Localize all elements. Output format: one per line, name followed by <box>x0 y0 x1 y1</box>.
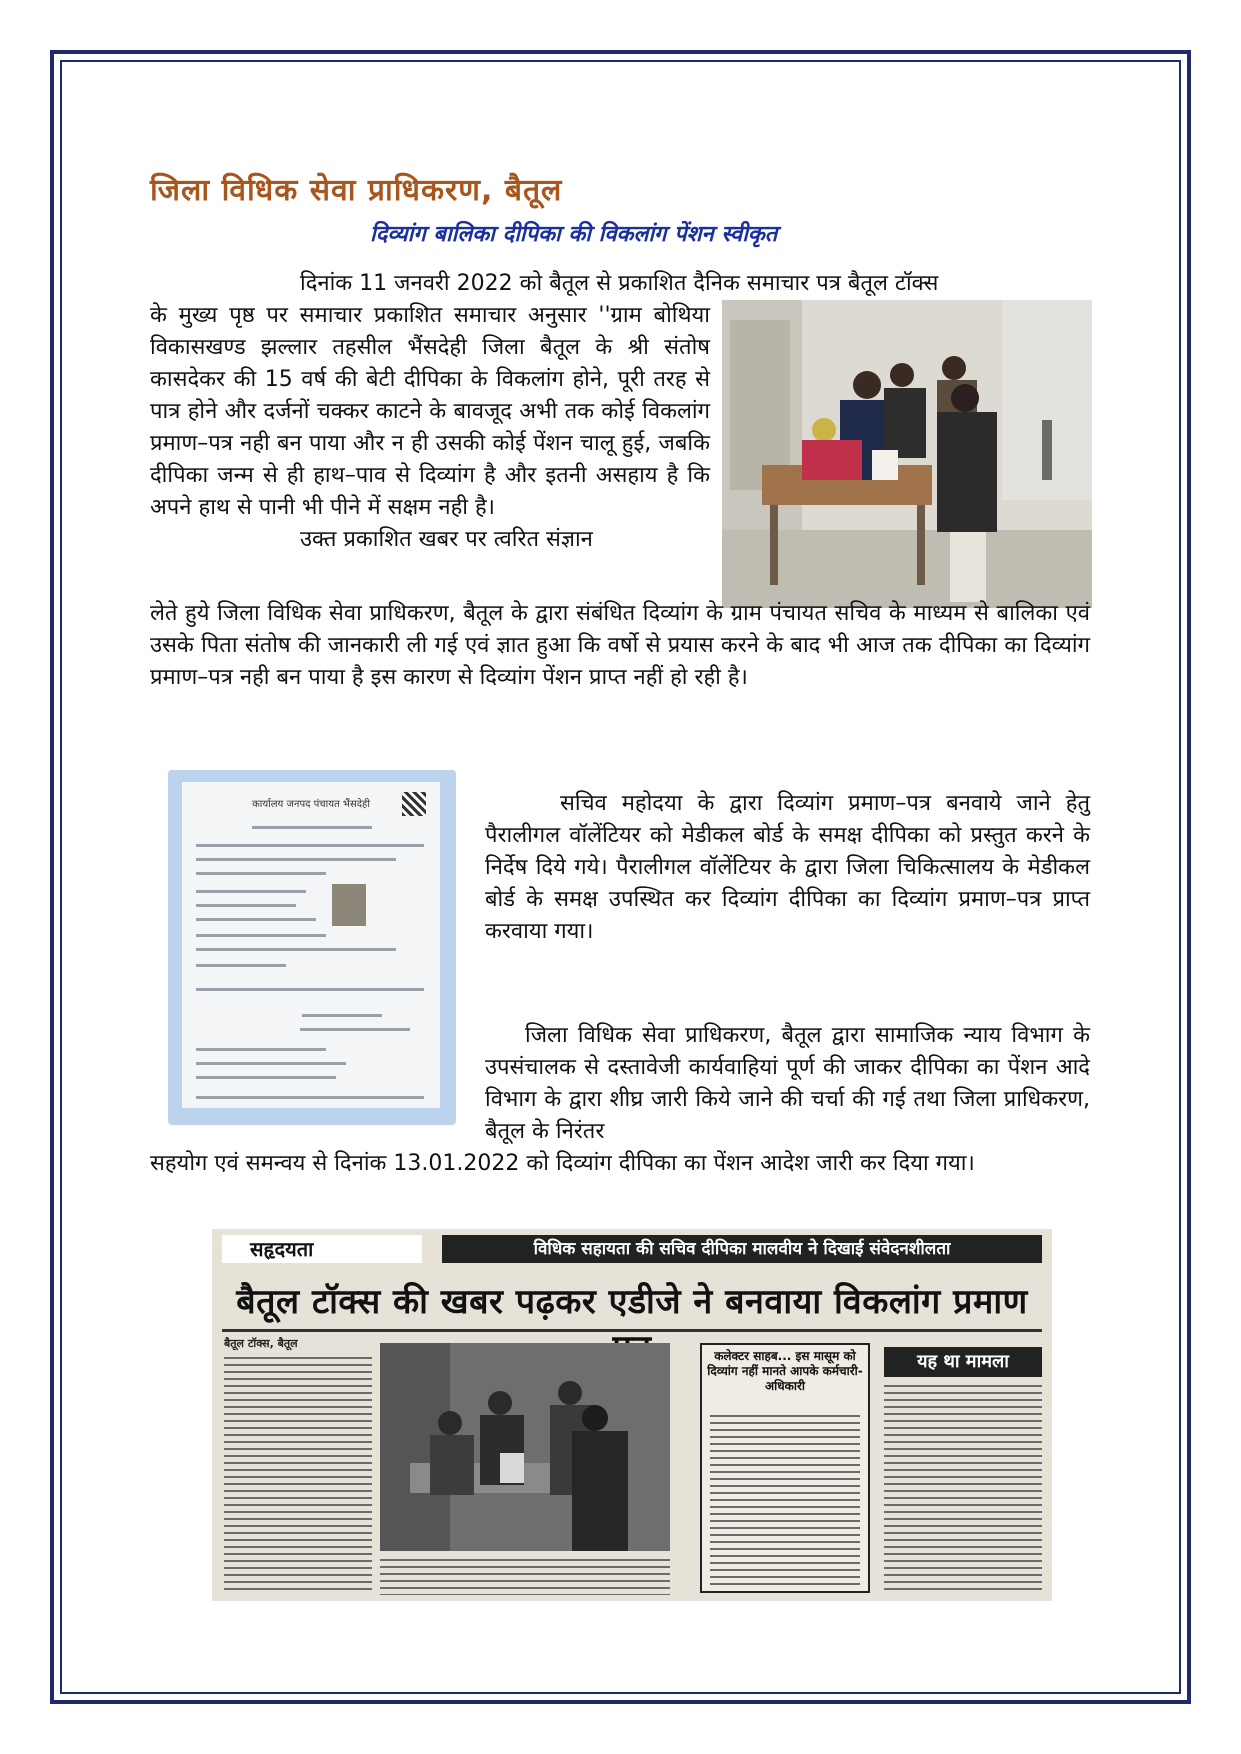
certificate-sheet <box>182 782 440 1108</box>
news-side-text <box>884 1385 1042 1591</box>
cert-line <box>196 964 286 967</box>
news-rule <box>222 1329 1042 1332</box>
news-column-text <box>224 1357 372 1593</box>
cert-line <box>196 1076 336 1079</box>
certificate-portrait <box>332 884 366 926</box>
cert-line <box>252 826 372 829</box>
cert-line <box>196 948 396 951</box>
cert-line <box>196 934 326 937</box>
news-inset-box <box>700 1343 870 1593</box>
cert-line <box>196 890 306 893</box>
cert-line <box>196 904 296 907</box>
news-tag: सहृदयता <box>222 1235 422 1263</box>
paragraph-1-first-line: दिनांक 11 जनवरी 2022 को बैतूल से प्रकाशित दैनिक समाचार पत्र बैतूल टॉक्स <box>300 271 939 296</box>
cert-line <box>196 1062 346 1065</box>
news-inset-text <box>710 1415 860 1585</box>
cert-line <box>196 988 424 991</box>
newspaper-clipping <box>212 1229 1052 1601</box>
paragraph-1-body: के मुख्य पृष्ठ पर समाचार प्रकाशित समाचार अनुसार ''ग्राम बोथिया विकासखण्ड झल्लार तहसील भैंसदेही जिला बैतूल के श्री संतोष कासदेकर की 15 वर्ष की बेटी दीपिका के विकलांग होने, पूरी तरह से पात्र होने और दर्जनों चक्कर काटने के बावजूद अभी तक कोई विकलांग प्रमाण–पत्र नही बन पाया और न ही उसकी कोई पेंशन चालू हुई, जबकि दीपिका जन्म से ही हाथ–पाव से दिव्यांग है और इतनी असहाय है कि अपने हाथ से पानी भी पीने में सक्षम नही है। <box>150 303 710 520</box>
news-headline: बैतूल टॉक्स की खबर पढ़कर एडीजे ने बनवाया विकलांग प्रमाण <box>236 1282 1028 1322</box>
cert-line <box>196 918 316 921</box>
news-band: विधिक सहायता की सचिव दीपिका मालवीय ने दिखाई संवेदनशीलता <box>442 1235 1042 1263</box>
cert-line <box>196 858 396 861</box>
news-top-strip <box>212 1229 1052 1267</box>
news-inset-title: कलेक्टर साहब... इस मासूम को दिव्यांग नहीं मानते आपके कर्मचारी-अधिकारी <box>707 1349 863 1393</box>
paragraph-4-tail: सहयोग एवं समन्वय से दिनांक 13.01.2022 को दिव्यांग दीपिका का पेंशन आदेश जारी कर दिया गया। <box>150 1151 975 1176</box>
news-subtitle: दिव्यांग बालिका दीपिका की विकलांग पेंशन स्वीकृत <box>370 222 778 247</box>
paragraph-2-body: लेते हुये जिला विधिक सेवा प्राधिकरण, बैतूल के द्वारा संबंधित दिव्यांग के ग्राम पंचायत सचिव के माध्यम से बालिका एवं उसके पिता संतोष की जानकारी ली गई एवं ज्ञात हुआ कि वर्षो से प्रयास करने के बाद भी आज तक दीपिका का दिव्यांग प्रमाण–पत्र नही बन पाया है इस कारण से दिव्यांग पेंशन प्राप्त नहीं हो रही है। <box>150 601 1090 690</box>
officials-photo <box>722 300 1092 608</box>
news-byline: बैतूल टॉक्स, बैतूल <box>224 1337 298 1350</box>
cert-line <box>196 844 424 847</box>
news-photo-caption <box>380 1559 670 1595</box>
certificate-photo <box>168 770 456 1125</box>
certificate-header: कार्यालय जनपद पंचायत भैंसदेही <box>252 799 370 810</box>
news-photo <box>380 1343 670 1551</box>
news-side-title: यह था मामला <box>884 1347 1042 1377</box>
cert-line <box>196 1048 326 1051</box>
cert-line <box>302 1014 382 1017</box>
org-title: जिला विधिक सेवा प्राधिकरण, बैतूल <box>150 173 563 208</box>
paragraph-3: सचिव महोदया के द्वारा दिव्यांग प्रमाण–पत्र बनवाये जाने हेतु पैरालीगल वॉलेंटियर को मेडीकल बोर्ड के समक्ष दीपिका को प्रस्तुत करने के निर्देष दिये गये। पैरालीगल वॉलेंटियर के द्वारा जिला चिकित्सालय के मेडीकल बोर्ड के समक्ष उपस्थित कर दिव्यांग दीपिका का दिव्यांग प्रमाण–पत्र प्राप्त करवाया गया। <box>485 791 1090 944</box>
paragraph-2-first-line: उक्त प्रकाशित खबर पर त्वरित संज्ञान <box>300 527 593 552</box>
cert-line <box>196 872 326 875</box>
cert-line <box>300 1028 410 1031</box>
qr-code-icon <box>402 792 426 816</box>
paragraph-4: जिला विधिक सेवा प्राधिकरण, बैतूल द्वारा सामाजिक न्याय विभाग के उपसंचालक से दस्तावेजी कार्यवाहियां पूर्ण की जाकर दीपिका का पेंशन आदे विभाग के द्वारा शीघ्र जारी किये जाने की चर्चा की गई तथा जिला प्राधिकरण, बैतूल के निरंतर <box>485 1023 1090 1144</box>
cert-line <box>196 1096 424 1099</box>
